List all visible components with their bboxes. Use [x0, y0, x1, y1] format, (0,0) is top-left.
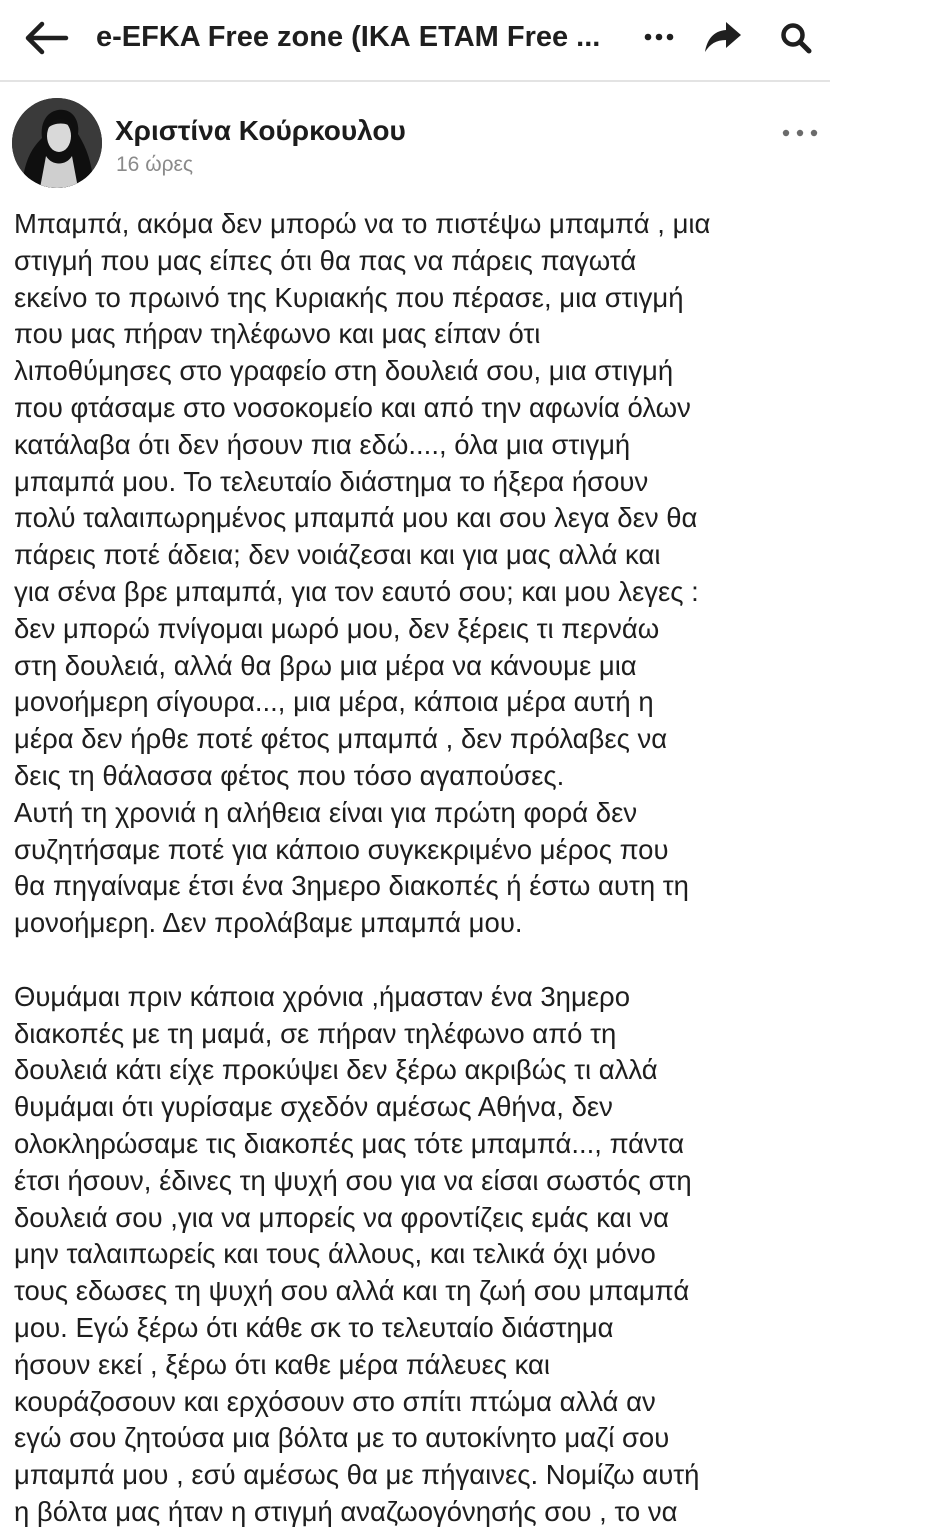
header-more-button[interactable]: [642, 22, 676, 52]
text-line: δουλειά κάτι είχε προκύψει δεν ξέρω ακριβώς τι αλλά: [14, 1054, 658, 1086]
text-line: δουλειά σου ,για να μπορείς να φροντίζεις εμάς και να: [14, 1201, 669, 1233]
text-line: μου. Εγώ ξέρω ότι κάθε σκ το τελευταίο διάστημα: [14, 1311, 614, 1343]
text-line: μπαμπά μου , εσύ αμέσως θα με πήγαινες. Νομίζω αυτή: [14, 1459, 700, 1491]
text-line: στιγμή που μας είπες ότι θα πας να πάρεις παγωτά: [14, 244, 637, 276]
post-options-button[interactable]: [780, 120, 820, 146]
text-line: διακοπές με τη μαμά, σε πήραν τηλέφωνο από τη: [14, 1017, 617, 1049]
text-line: λιποθύμησες στο γραφείο στη δουλειά σου, μια στιγμή: [14, 355, 674, 387]
text-line: εκείνο το πρωινό της Κυριακής που πέρασε, μια στιγμή: [14, 281, 684, 313]
text-line: μπαμπά μου. Το τελευταίο διάστημα το ήξερα ήσουν: [14, 465, 649, 497]
text-line: μέρα δεν ήρθε ποτέ φέτος μπαμπά , δεν πρόλαβες να: [14, 723, 668, 755]
text-line: κατάλαβα ότι δεν ήσουν πια εδώ...., όλα μια στιγμή: [14, 428, 631, 460]
text-line: δεν μπορώ πνίγομαι μωρό μου, δεν ξέρεις τι περνάω: [14, 612, 660, 644]
post-paragraph-2: [14, 979, 824, 1531]
text-line: έτσι ήσουν, έδινες τη ψυχή σου για να είσαι σωστός στη: [14, 1164, 692, 1196]
text-line: Θυμάμαι πριν κάποια χρόνια ,ήμασταν ένα 3ημερο: [14, 980, 630, 1012]
text-line: Μπαμπά, ακόμα δεν μπορώ να το πιστέψω μπαμπά , μια: [14, 208, 711, 239]
text-line: που φτάσαμε στο νοσοκομείο και από την αφωνία όλων: [14, 391, 691, 423]
paragraph-gap: [14, 942, 824, 979]
post-paragraph-1: [14, 206, 824, 942]
search-button[interactable]: [778, 18, 816, 58]
author-name[interactable]: Χριστίνα Κούρκουλου: [115, 115, 406, 146]
text-line: για σένα βρε μπαμπά, για τον εαυτό σου; και μου λεγες :: [14, 575, 699, 607]
text-line: η βόλτα μας ήταν η στιγμή αναζωογόνησής σου , το να: [14, 1495, 678, 1527]
arrow-left-icon: [22, 18, 70, 58]
text-line: κουράζοσουν και ερχόσουν στο σπίτι πτώμα αλλά αν: [14, 1385, 656, 1417]
text-line: δεις τη θάλασσα φέτος που τόσο αγαπούσες.: [14, 759, 565, 791]
search-icon: [778, 18, 816, 58]
group-title: e-EFKA Free zone (ΙΚΑ ΕΤΑΜ Free ...: [96, 21, 601, 53]
text-line: που μας πήραν τηλέφωνο και μας είπαν ότι: [14, 318, 541, 350]
back-button[interactable]: [22, 18, 70, 58]
more-horizontal-icon: [642, 22, 676, 52]
text-line: θυμάμαι ότι γυρίσαμε σχεδόν αμέσως Αθήνα, δεν: [14, 1091, 613, 1123]
app-header: [0, 0, 830, 82]
text-line: πάρεις ποτέ άδεια; δεν νοιάζεσαι και για μας αλλά και: [14, 539, 661, 571]
share-icon: [702, 16, 744, 58]
text-line: στη δουλειά, αλλά θα βρω μια μέρα να κάνουμε μια: [14, 649, 637, 681]
text-line: πολύ ταλαιπωρημένος μπαμπά μου και σου λεγα δεν θα: [14, 502, 698, 534]
profile-photo-icon: [12, 98, 102, 188]
text-line: μην ταλαιπωρείς και τους άλλους, και τελικά όχι μόνο: [14, 1238, 656, 1270]
post-header: [0, 92, 830, 202]
text-line: ολοκληρώσαμε τις διακοπές μας τότε μπαμπά..., πάντα: [14, 1127, 685, 1159]
avatar[interactable]: [12, 98, 102, 188]
text-line: μονοήμερη. Δεν προλάβαμε μπαμπά μου.: [14, 907, 523, 939]
share-button[interactable]: [702, 16, 744, 58]
text-line: ήσουν εκεί , ξέρω ότι καθε μέρα πάλευες και: [14, 1348, 551, 1380]
text-line: θα πηγαίναμε έτσι ένα 3ημερο διακοπές ή έστω αυτη τη: [14, 870, 689, 902]
text-line: εγώ σου ζητούσα μια βόλτα με το αυτοκίνητο μαζί σου: [14, 1422, 670, 1454]
post-text: [14, 206, 824, 1531]
text-line: τους εδωσες τη ψυχή σου αλλά και τη ζωή σου μπαμπά: [14, 1275, 690, 1307]
text-line: Αυτή τη χρονιά η αλήθεια είναι για πρώτη φορά δεν: [14, 796, 638, 828]
text-line: συζητήσαμε ποτέ για κάποιο συγκεκριμένο μέρος που: [14, 833, 669, 865]
post-timestamp[interactable]: 16 ώρες: [116, 153, 194, 176]
more-horizontal-icon: [780, 120, 820, 146]
text-line: μονοήμερη σίγουρα..., μια μέρα, κάποια μέρα αυτή η: [14, 686, 654, 718]
